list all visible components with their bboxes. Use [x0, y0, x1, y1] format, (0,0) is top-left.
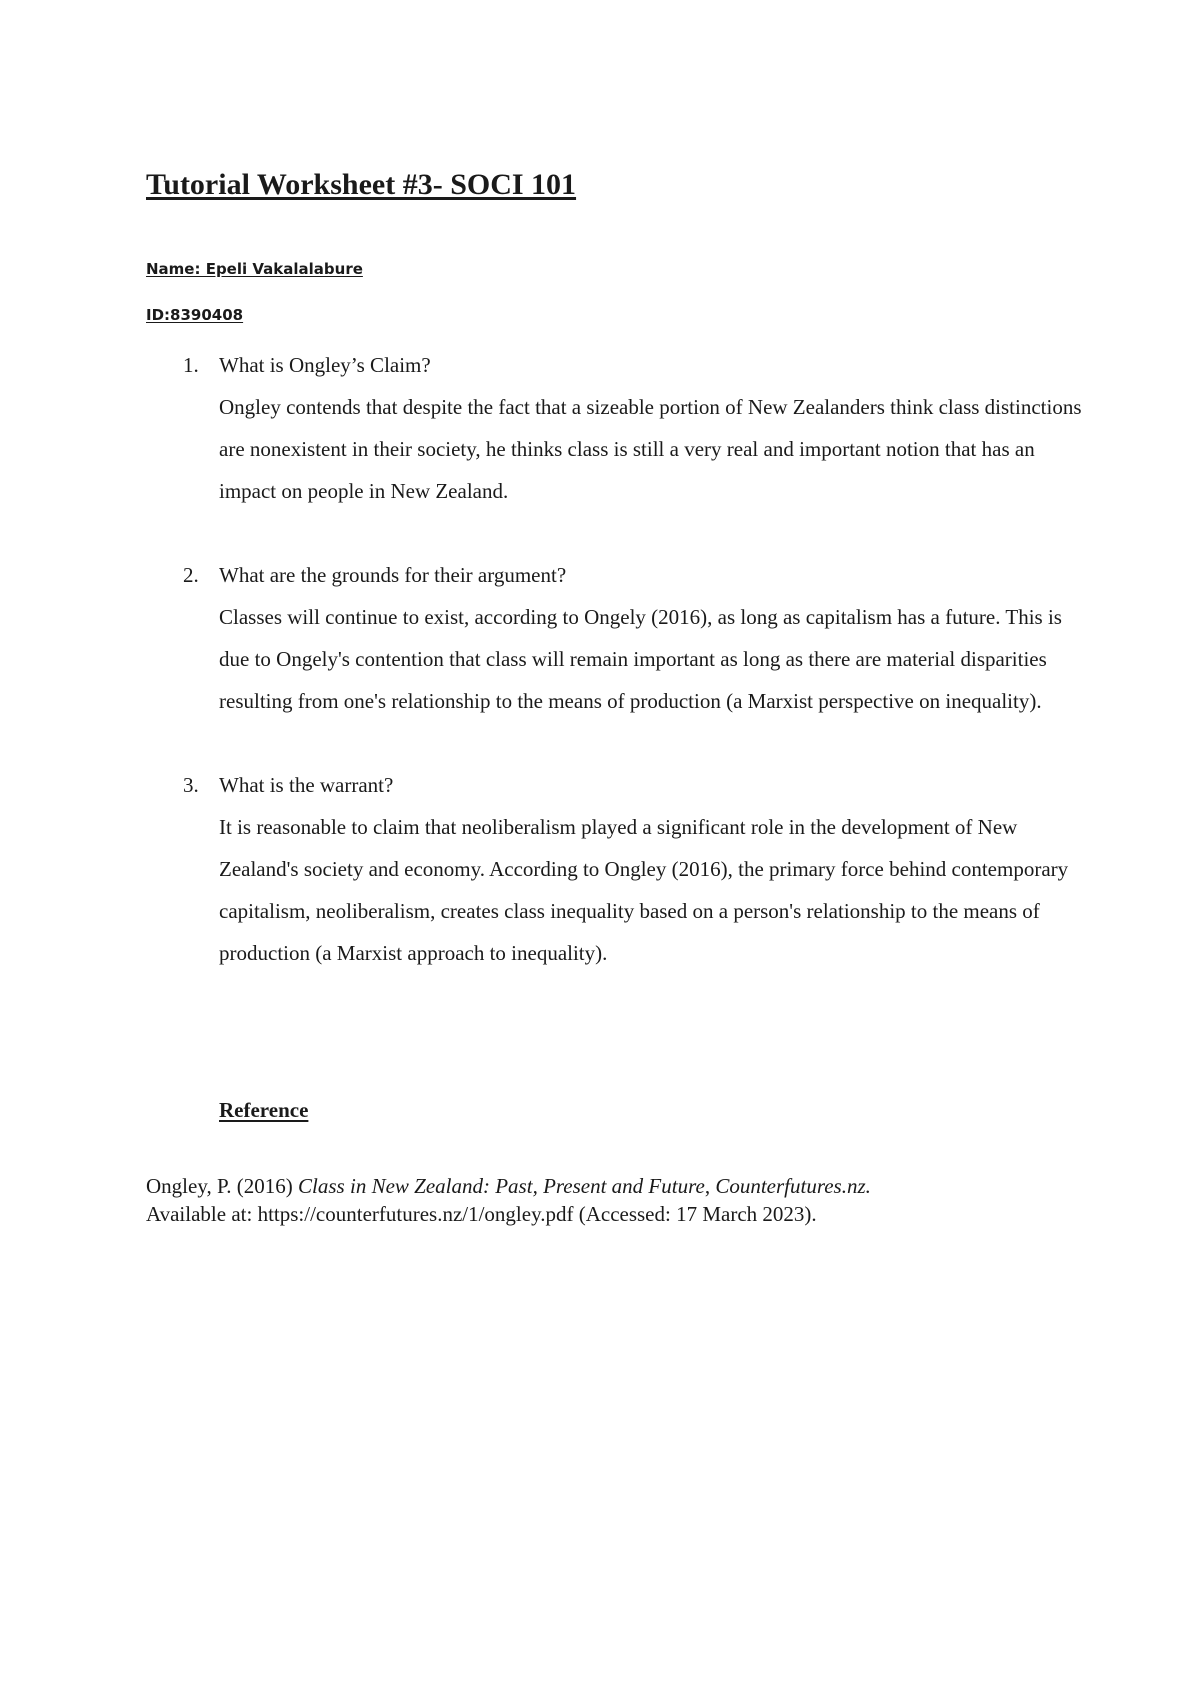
student-id: ID:8390408 [146, 306, 244, 324]
question-item-3 [146, 764, 1086, 974]
answer-text: Ongley contends that despite the fact that a sizeable portion of New Zealanders think class distinctions are nonexistent in their society, he thinks class is still a very real and important notion that has an impact on people in New Zealand. [219, 395, 1082, 503]
document-title: Tutorial Worksheet #3- SOCI 101 [146, 168, 577, 201]
question-list [146, 344, 1086, 1016]
reference-availability: Available at: https://counterfutures.nz/1/ongley.pdf (Accessed: 17 March 2023). [146, 1202, 817, 1226]
question-item-1 [146, 344, 1086, 512]
question-item-2 [146, 554, 1086, 722]
answer-text: It is reasonable to claim that neoliberalism played a significant role in the development of New Zealand's society and economy. According to Ongley (2016), the primary force behind contemporary capitalism, neoliberalism, creates class inequality based on a person's relationship to the means of production (a Marxist approach to inequality). [219, 815, 1069, 965]
reference-author-year: Ongley, P. (2016) [146, 1174, 299, 1198]
question-text: What is Ongley’s Claim? [219, 353, 431, 377]
question-number: 1. [183, 353, 199, 377]
student-name: Name: Epeli Vakalalabure [146, 260, 363, 278]
question-text: What are the grounds for their argument? [219, 563, 567, 587]
reference-separator: , [704, 1174, 716, 1198]
question-number: 3. [183, 773, 199, 797]
question-number: 2. [183, 563, 199, 587]
question-text: What is the warrant? [219, 773, 394, 797]
reference-work-title: Class in New Zealand: Past, Present and Future [298, 1174, 705, 1198]
reference-publisher: Counterfutures.nz. [715, 1174, 871, 1198]
reference-heading: Reference [219, 1098, 309, 1122]
reference-entry [146, 1172, 1106, 1228]
answer-text: Classes will continue to exist, according to Ongely (2016), as long as capitalism has a future. This is due to Ongely's contention that class will remain important as long as there are material disparities resulting from one's relationship to the means of production (a Marxist perspective on inequality). [219, 605, 1062, 713]
